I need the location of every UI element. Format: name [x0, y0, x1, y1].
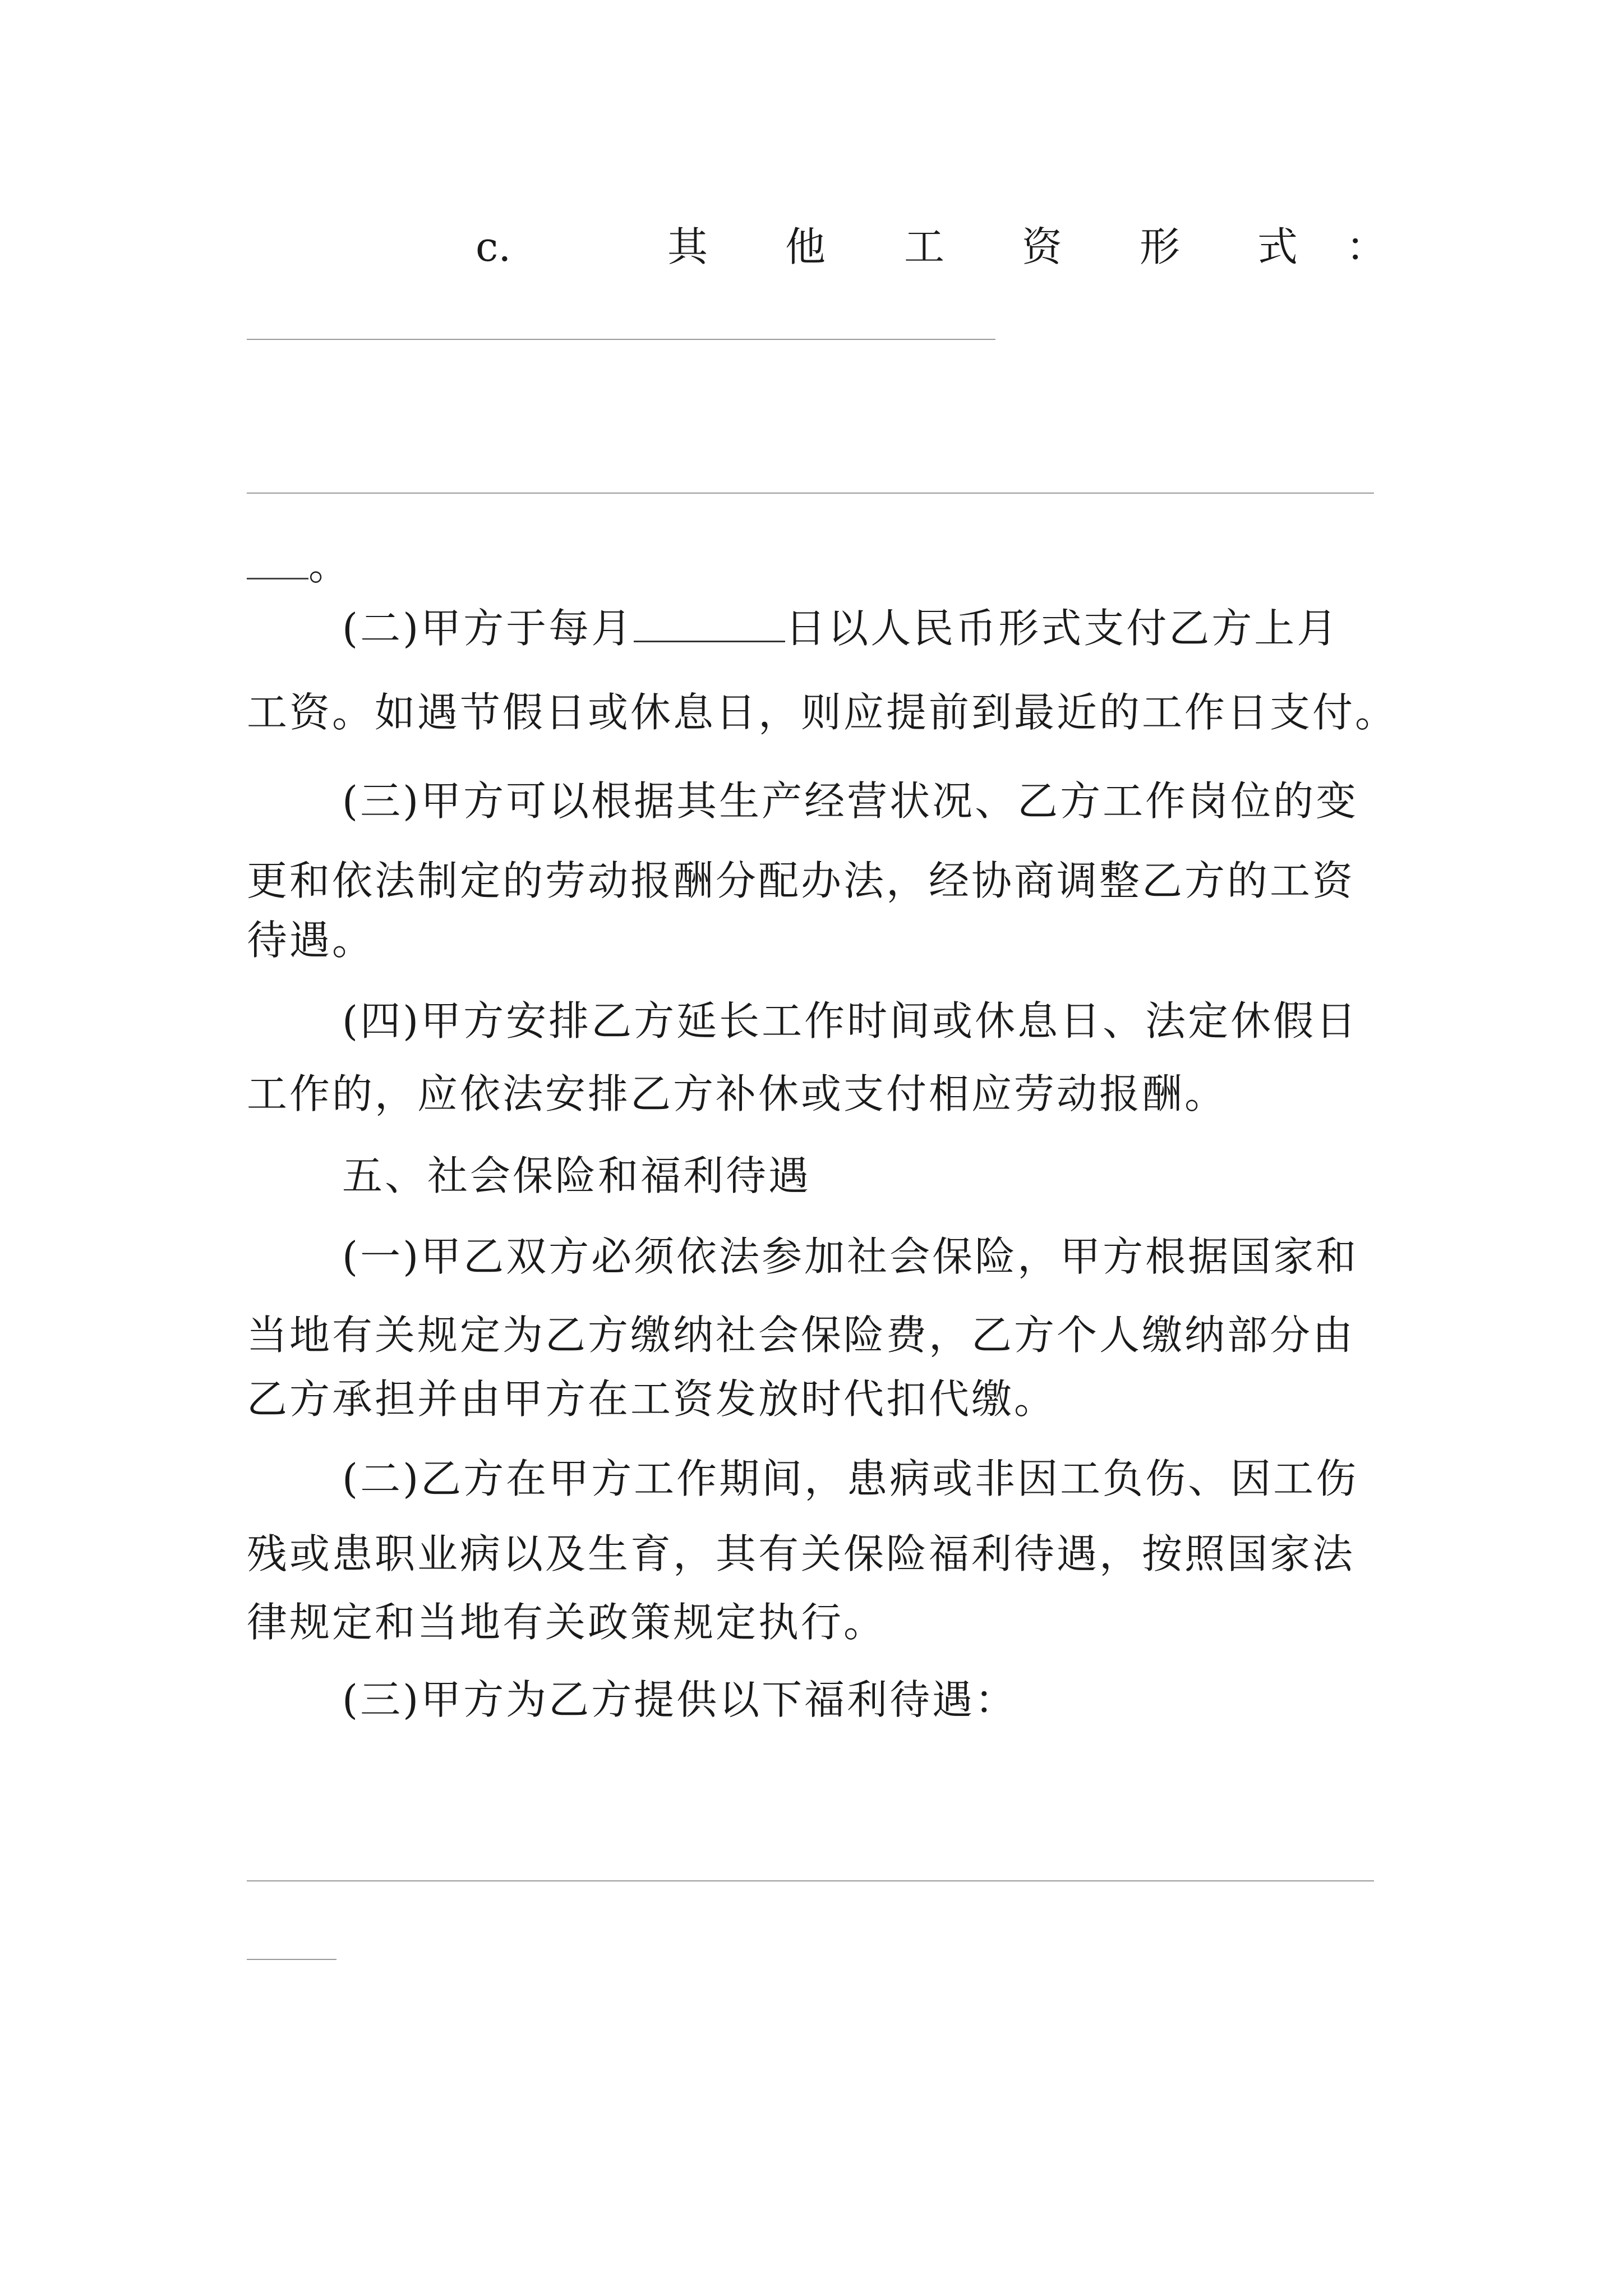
clause-text-line: 当地有关规定为乙方缴纳社会保险费，乙方个人缴纳部分由 [247, 1312, 1355, 1359]
item-letter: c. [476, 223, 511, 270]
heading-char: 式 [1257, 223, 1298, 270]
heading-char: 他 [785, 223, 826, 270]
fill-in-line-end [247, 537, 351, 593]
fill-in-line [247, 1880, 1374, 1881]
clause-text-line: 工资。如遇节假日或休息日，则应提前到最近的工作日支付。 [247, 689, 1398, 736]
heading-char: 工 [904, 223, 945, 270]
clause-social-insurance: (一)甲乙双方必须依法参加社会保险，甲方根据国家和 [342, 1233, 1359, 1280]
clause-overtime: (四)甲方安排乙方延长工作时间或休息日、法定休假日 [342, 997, 1359, 1045]
clause-welfare: (三)甲方为乙方提供以下福利待遇： [342, 1676, 1018, 1723]
clause-text-line: 待遇。 [247, 917, 375, 964]
heading-char: 其 [667, 223, 708, 270]
fill-in-blank [247, 539, 308, 579]
fill-in-line [247, 493, 1374, 494]
clause-text-line: 更和依法制定的劳动报酬分配办法，经协商调整乙方的工资 [247, 857, 1355, 904]
clause-text: (二)甲方于每月 [342, 605, 634, 652]
clause-illness-injury: (二)乙方在甲方工作期间，患病或非因工负伤、因工伤 [342, 1455, 1359, 1502]
clause-text-line: 工作的，应依法安排乙方补休或支付相应劳动报酬。 [247, 1070, 1228, 1117]
section-title: 五、社会保险和福利待遇 [342, 1152, 811, 1199]
fill-in-line [247, 339, 995, 340]
clause-text-line: 律规定和当地有关政策规定执行。 [247, 1599, 887, 1646]
fill-in-line [247, 1959, 336, 1960]
clause-text-line: 乙方承担并由甲方在工资发放时代扣代缴。 [247, 1375, 1057, 1423]
clause-pay-date [342, 600, 1339, 656]
clause-wage-adjust: (三)甲方可以根据其生产经营状况、乙方工作岗位的变 [342, 777, 1359, 825]
other-wage-form-heading [0, 219, 1623, 275]
clause-text: 日以人民币形式支付乙方上月 [785, 605, 1340, 652]
heading-char: ： [1346, 223, 1387, 270]
period-mark: 。 [308, 542, 352, 589]
clause-text-line: 残或患职业病以及生育，其有关保险福利待遇，按照国家法 [247, 1530, 1355, 1577]
heading-char: 资 [1022, 223, 1063, 270]
heading-char: 形 [1140, 223, 1181, 270]
pay-day-blank [634, 601, 785, 642]
